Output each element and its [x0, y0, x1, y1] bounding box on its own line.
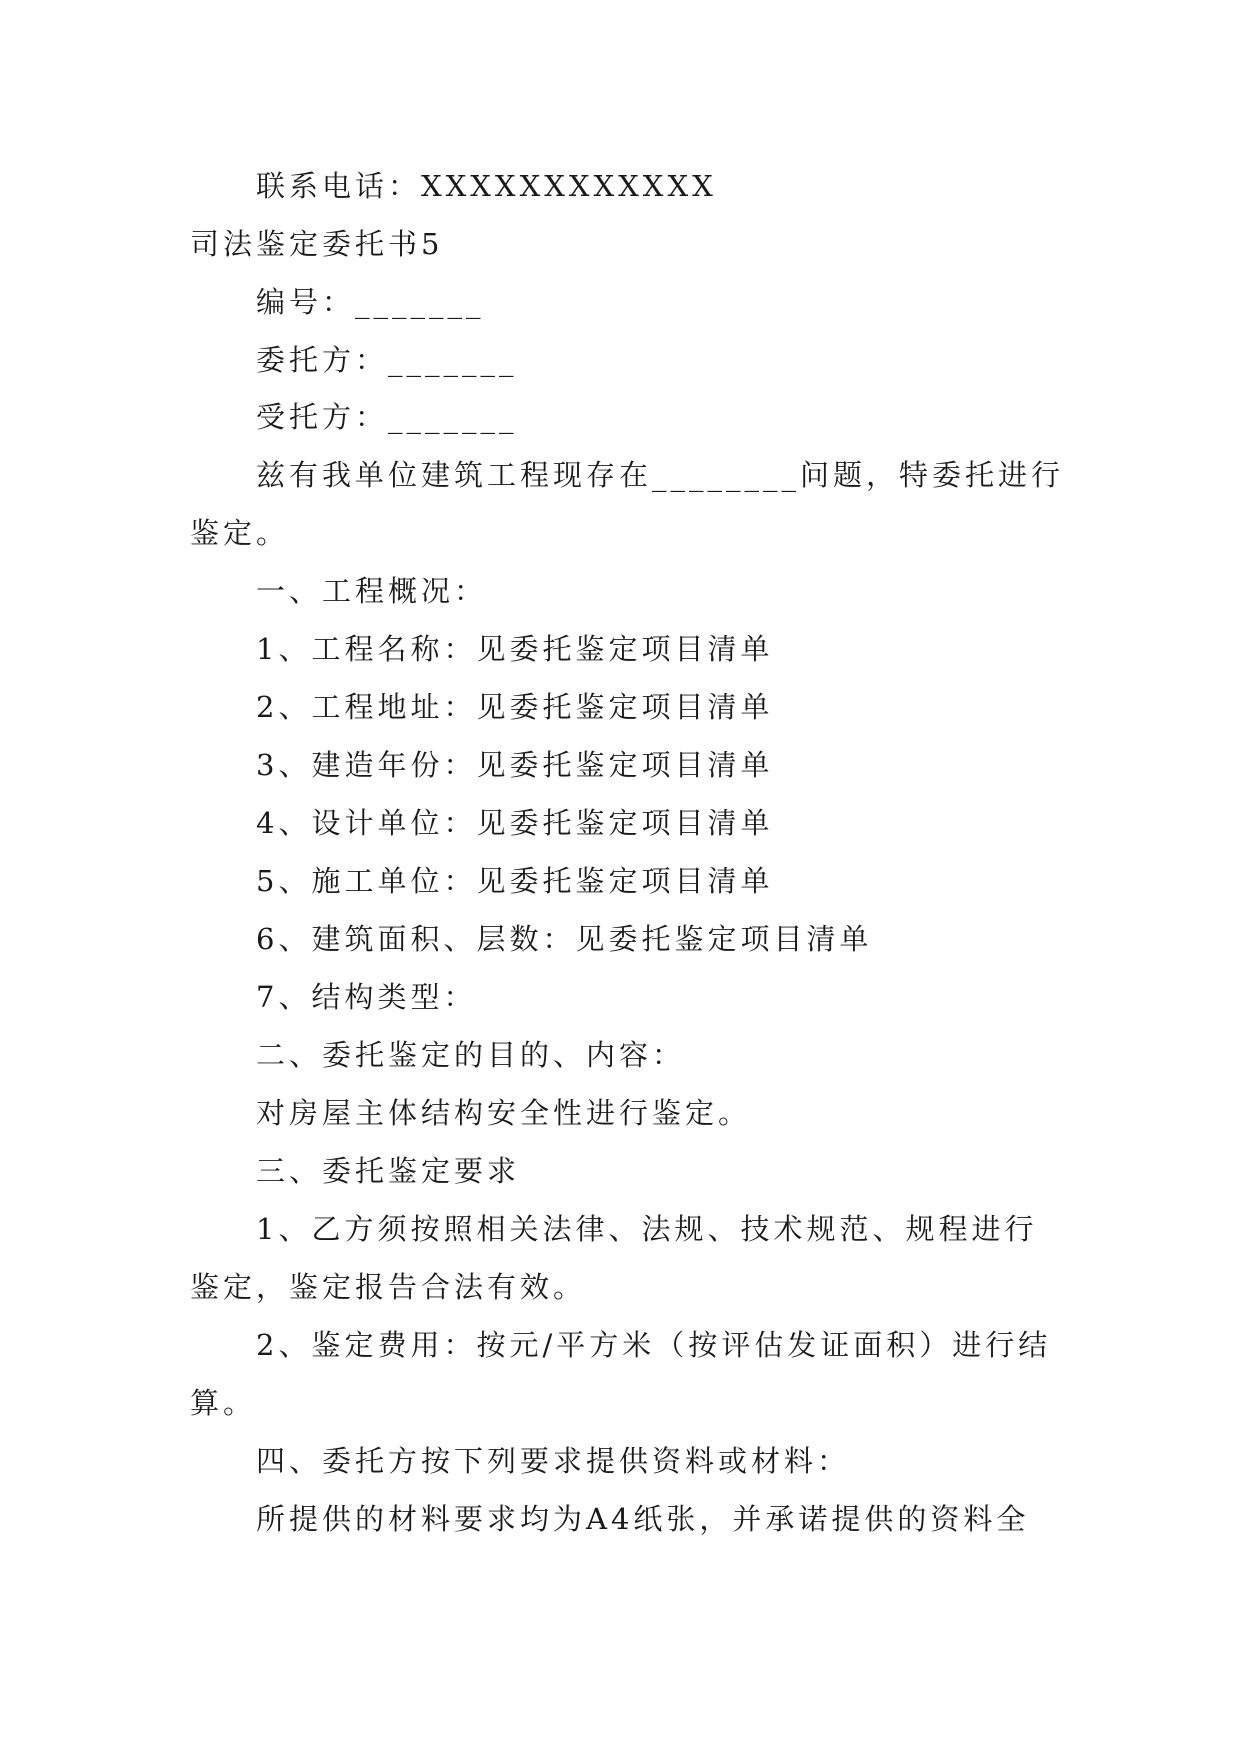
section-heading-1: 一、工程概况：	[256, 574, 488, 608]
document-title: 司法鉴定委托书5	[190, 227, 444, 261]
project-item-6: 6、建筑面积、层数：见委托鉴定项目清单	[256, 922, 873, 956]
requirement-2-line-2: 算。	[190, 1386, 257, 1420]
requirement-1-line-2: 鉴定，鉴定报告合法有效。	[190, 1270, 587, 1304]
client-field-line: 委托方：_______	[256, 343, 518, 377]
project-item-1: 1、工程名称：见委托鉴定项目清单	[256, 632, 774, 666]
requirement-1-line-1: 1、乙方须按照相关法律、法规、技术规范、规程进行	[256, 1212, 1038, 1246]
trustee-field-line: 受托方：_______	[256, 400, 518, 434]
section-heading-4: 四、委托方按下列要求提供资料或材料：	[256, 1444, 851, 1478]
project-item-7: 7、结构类型：	[256, 980, 477, 1014]
materials-text-line: 所提供的材料要求均为A4纸张，并承诺提供的资料全	[256, 1502, 1030, 1536]
paragraph-intro-line-1: 兹有我单位建筑工程现存在________问题，特委托进行	[256, 458, 1065, 492]
requirement-2-line-1: 2、鉴定费用：按元/平方米（按评估发证面积）进行结	[256, 1328, 1052, 1362]
section-heading-3: 三、委托鉴定要求	[256, 1154, 521, 1188]
purpose-text-line: 对房屋主体结构安全性进行鉴定。	[256, 1096, 752, 1130]
project-item-4: 4、设计单位：见委托鉴定项目清单	[256, 806, 774, 840]
project-item-2: 2、工程地址：见委托鉴定项目清单	[256, 690, 774, 724]
section-heading-2: 二、委托鉴定的目的、内容：	[256, 1038, 686, 1072]
paragraph-intro-line-2: 鉴定。	[190, 516, 290, 550]
contact-phone-line: 联系电话：XXXXXXXXXXXX	[256, 169, 717, 203]
project-item-5: 5、施工单位：见委托鉴定项目清单	[256, 864, 774, 898]
number-field-line: 编号：_______	[256, 285, 485, 319]
project-item-3: 3、建造年份：见委托鉴定项目清单	[256, 748, 774, 782]
